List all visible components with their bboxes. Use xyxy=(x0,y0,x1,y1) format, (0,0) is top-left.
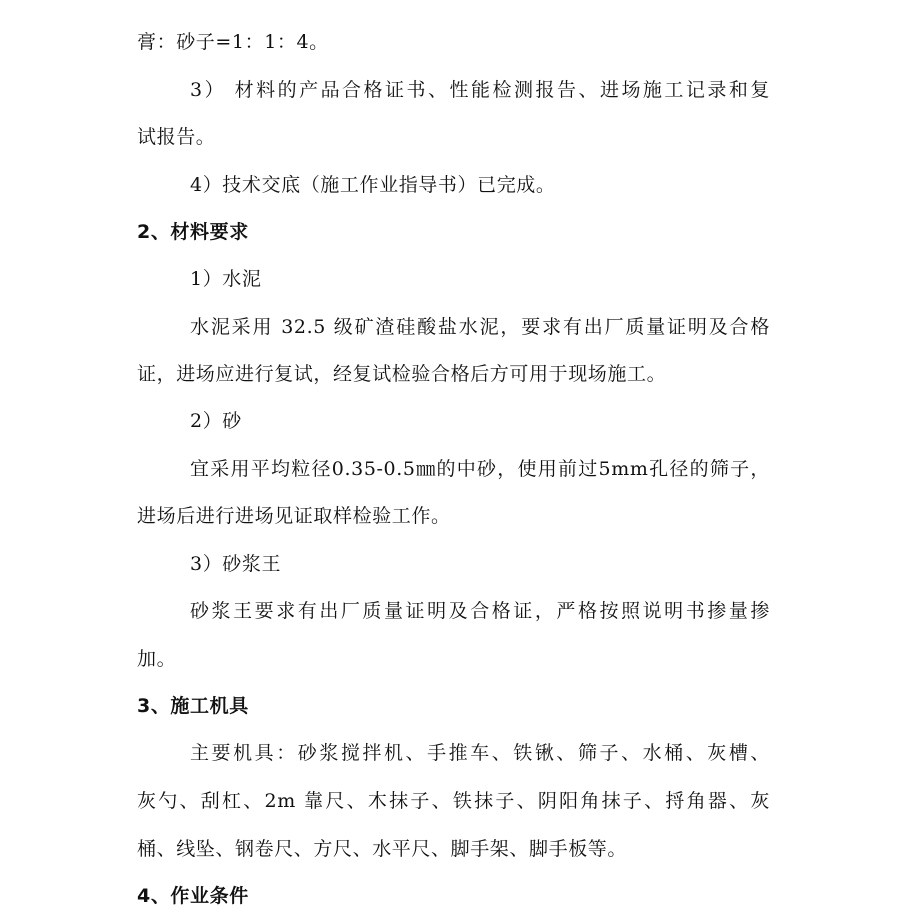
text-line: 主要机具：砂浆搅拌机、手推车、铁锹、筛子、水桶、灰槽、 xyxy=(190,742,770,764)
text-line: 灰勺、刮杠、2m 靠尺、木抹子、铁抹子、阴阳角抹子、捋角器、灰 xyxy=(137,790,770,812)
text-line: 3） 材料的产品合格证书、性能检测报告、进场施工记录和复 xyxy=(190,79,770,101)
text-line: 桶、线坠、钢卷尺、方尺、水平尺、脚手架、脚手板等。 xyxy=(137,838,628,860)
section-heading: 2、材料要求 xyxy=(137,221,249,243)
text-line: 试报告。 xyxy=(137,126,216,148)
text-line: 水泥采用 32.5 级矿渣硅酸盐水泥，要求有出厂质量证明及合格 xyxy=(190,316,770,338)
subheading: 2）砂 xyxy=(190,410,242,432)
section-heading: 4、作业条件 xyxy=(137,885,249,907)
text-line: 进场后进行进场见证取样检验工作。 xyxy=(137,505,451,527)
subheading: 1）水泥 xyxy=(190,268,262,290)
text-line: 宜采用平均粒径0.35-0.5㎜的中砂，使用前过5mm孔径的筛子， xyxy=(190,458,770,480)
text-line: 砂浆王要求有出厂质量证明及合格证，严格按照说明书掺量掺 xyxy=(190,600,770,622)
section-heading: 3、施工机具 xyxy=(137,695,249,717)
text-line: 4）技术交底（施工作业指导书）已完成。 xyxy=(190,174,556,196)
text-line: 加。 xyxy=(137,648,177,670)
subheading: 3）砂浆王 xyxy=(190,553,282,575)
text-line: 膏：砂子=1：1：4。 xyxy=(137,31,329,53)
text-line: 证，进场应进行复试，经复试检验合格后方可用于现场施工。 xyxy=(137,363,667,385)
